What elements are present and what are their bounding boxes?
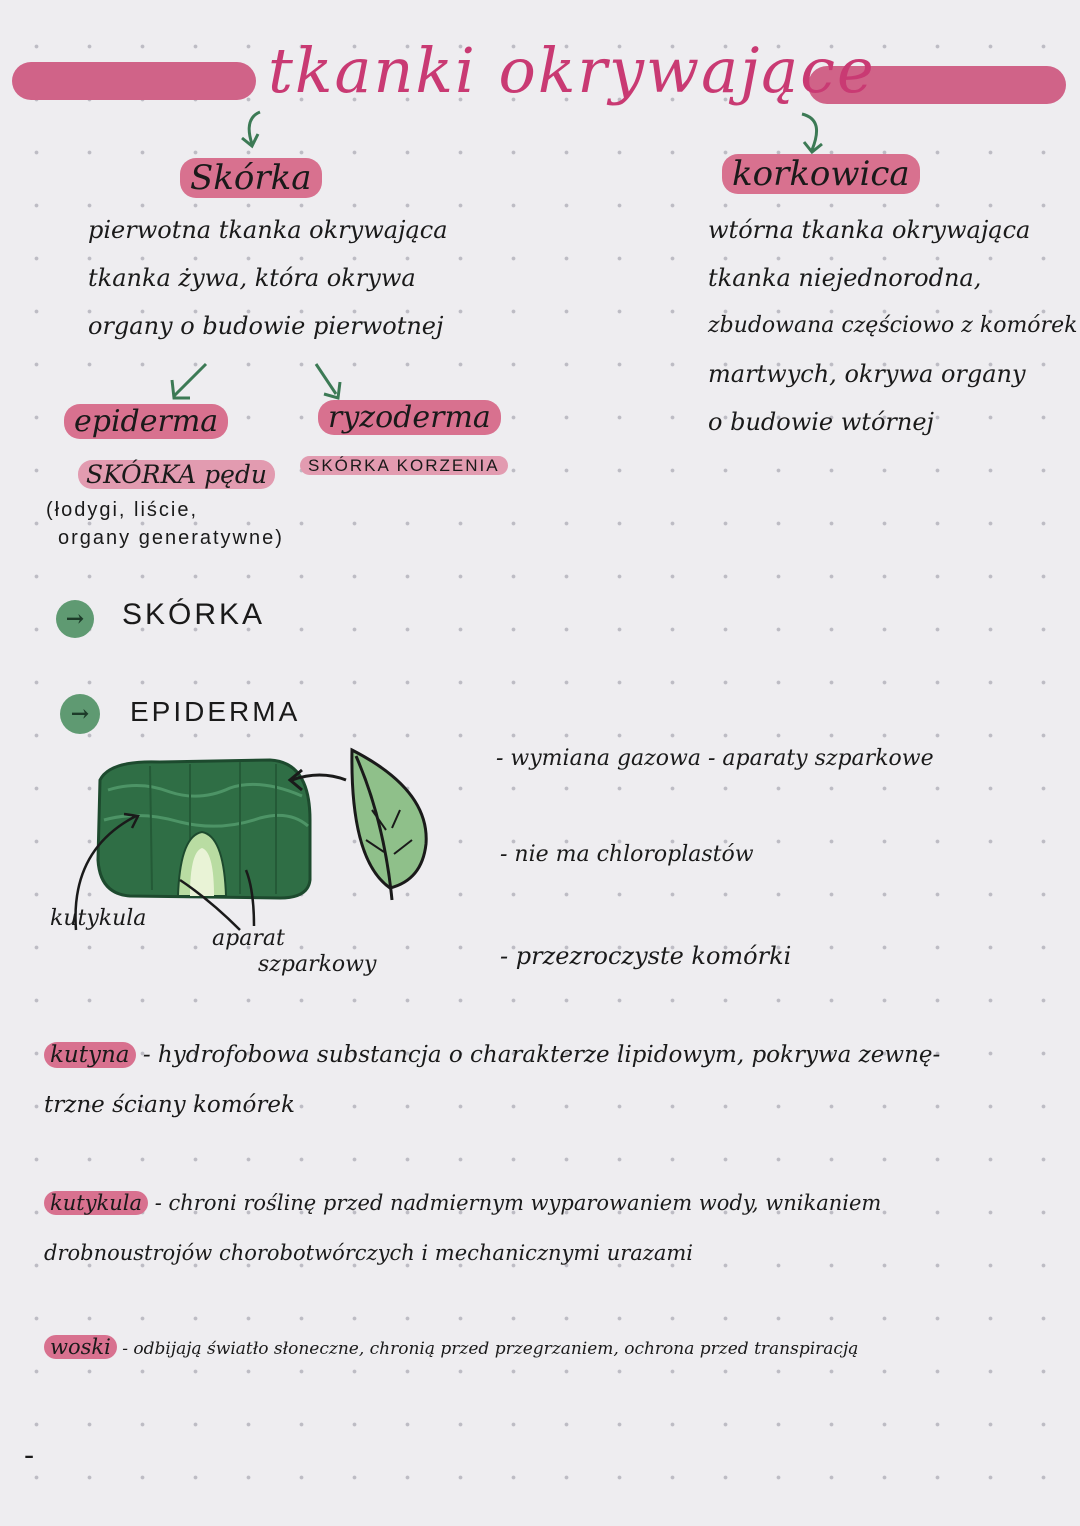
feature-item: - przezroczyste komórki bbox=[500, 942, 792, 970]
label-aparat-line: aparat bbox=[212, 926, 285, 951]
arrow-down-left-icon bbox=[166, 360, 216, 404]
epiderma-note-line: organy generatywne) bbox=[58, 527, 284, 549]
term-kutykula: kutykula bbox=[44, 1191, 148, 1215]
arrow-down-left-icon bbox=[232, 108, 272, 154]
label-kutykula: kutykula bbox=[50, 906, 147, 931]
arrow-down-right-icon bbox=[796, 110, 836, 160]
definition-kutykula bbox=[44, 1178, 881, 1278]
skorka-line: tkanka żywa, która okrywa bbox=[88, 264, 416, 292]
epiderma-note bbox=[46, 496, 284, 552]
skorka-heading: Skórka bbox=[180, 158, 322, 198]
definition-woski bbox=[44, 1322, 858, 1374]
definition-text: - chroni roślinę przed nadmiernym wyparowaniem wody, wnikaniem bbox=[154, 1191, 882, 1215]
definition-text: trzne ściany komórek bbox=[44, 1092, 295, 1118]
label-aparat-szparkowy bbox=[212, 926, 376, 978]
bullet-arrow-icon: → bbox=[56, 600, 94, 638]
footer-dash: - bbox=[24, 1438, 35, 1473]
epiderma-note-line: (łodygi, liście, bbox=[46, 499, 199, 521]
epiderma-heading: epiderma bbox=[64, 404, 228, 439]
epiderma-sub: SKÓRKA pędu bbox=[78, 460, 275, 489]
definition-kutyna bbox=[44, 1030, 940, 1130]
section-label-skorka: SKÓRKA bbox=[122, 598, 266, 631]
definition-text: - odbijają światło słoneczne, chronią przed przegrzaniem, ochrona przed transpiracją bbox=[122, 1339, 859, 1359]
korkowica-line: tkanka niejednorodna, bbox=[708, 264, 982, 292]
section-label-epiderma: EPIDERMA bbox=[130, 696, 301, 727]
korkowica-line: wtórna tkanka okrywająca bbox=[708, 216, 1031, 244]
ryzoderma-sub: SKÓRKA KORZENIA bbox=[300, 456, 508, 476]
page-title: tkanki okrywające bbox=[268, 34, 876, 107]
feature-item: - nie ma chloroplastów bbox=[500, 842, 754, 867]
label-aparat-line: szparkowy bbox=[258, 952, 377, 977]
skorka-line: organy o budowie pierwotnej bbox=[88, 312, 444, 340]
skorka-line: pierwotna tkanka okrywająca bbox=[88, 216, 448, 244]
ryzoderma-heading: ryzoderma bbox=[318, 400, 501, 435]
term-woski: woski bbox=[44, 1335, 117, 1359]
skorka-description bbox=[88, 206, 448, 350]
arrow-down-right-icon bbox=[310, 360, 350, 404]
title-bar-left bbox=[12, 62, 256, 100]
term-kutyna: kutyna bbox=[44, 1042, 136, 1068]
korkowica-line: o budowie wtórnej bbox=[708, 408, 934, 436]
korkowica-heading: korkowica bbox=[722, 154, 920, 194]
korkowica-line: zbudowana częściowo z komórek bbox=[708, 313, 1078, 338]
korkowica-line: martwych, okrywa organy bbox=[708, 360, 1026, 388]
definition-text: - hydrofobowa substancja o charakterze lipidowym, pokrywa zewnę- bbox=[142, 1042, 941, 1068]
definition-text: drobnoustrojów chorobotwórczych i mechanicznymi urazami bbox=[44, 1241, 694, 1265]
bullet-arrow-icon: → bbox=[60, 694, 100, 734]
korkowica-description bbox=[708, 206, 1077, 446]
feature-item: - wymiana gazowa - aparaty szparkowe bbox=[496, 746, 934, 771]
